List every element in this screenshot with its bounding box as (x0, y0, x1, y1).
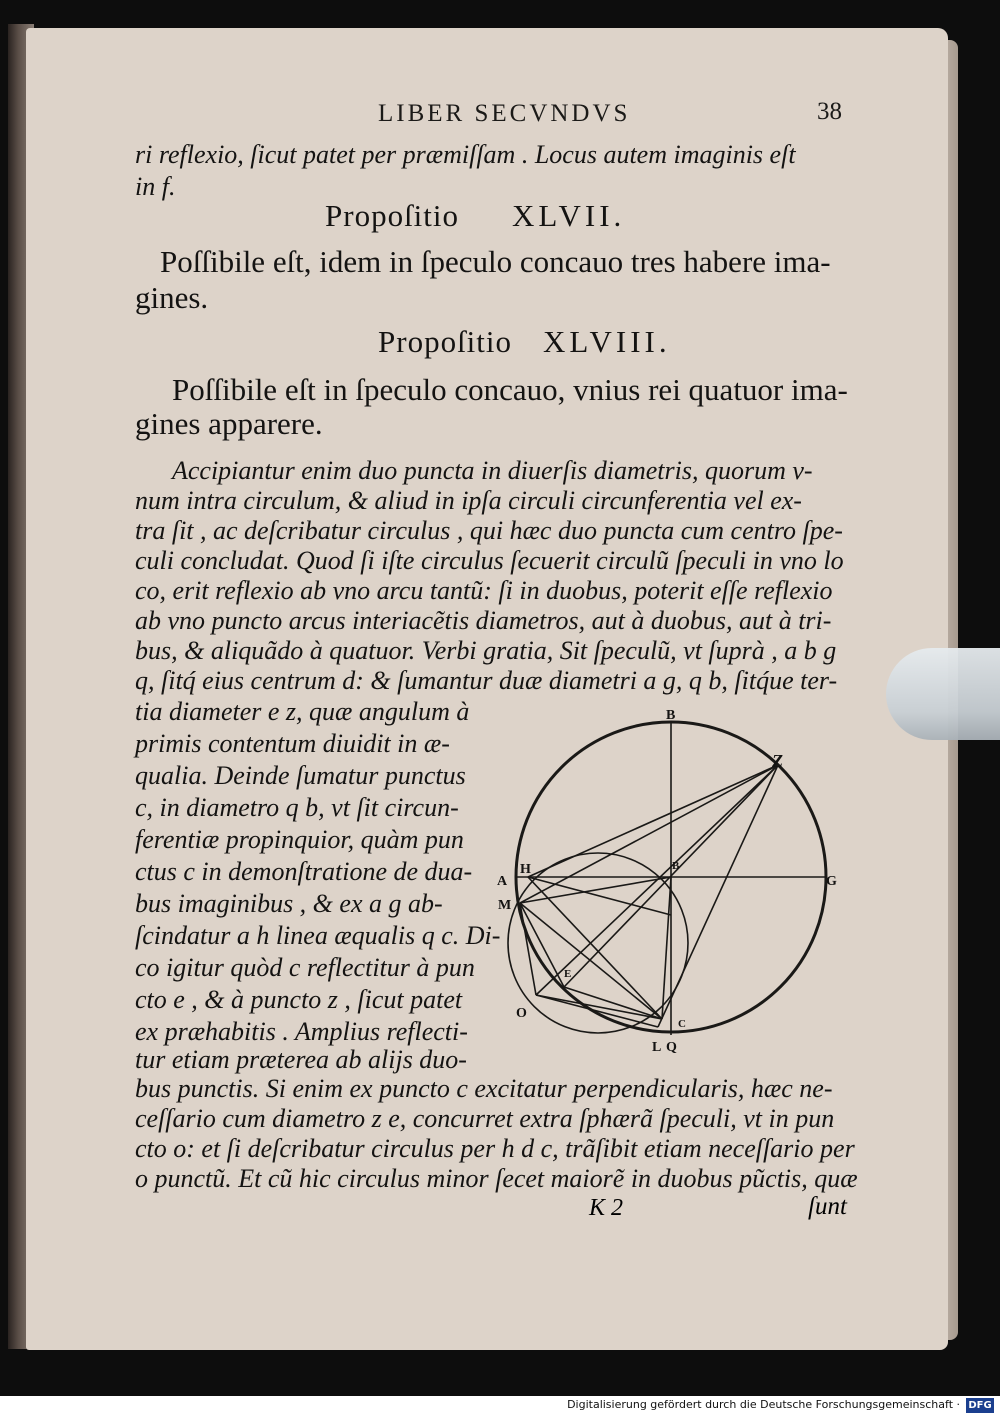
line-hd (528, 877, 671, 915)
body-line: c, in diametro q b, vt ſit circun- (135, 793, 459, 822)
proposition-text: Poſſibile eſt, idem in ſpeculo concauo tres habere ima- (160, 244, 831, 279)
body-line: bus, & aliquãdo à quatuor. Verbi gratia, Sit ſpeculũ, vt ſuprà , a b g (135, 636, 837, 665)
proposition-heading-number: XLVII. (512, 198, 626, 233)
body-line: co igitur quòd c reflectitur à pun (135, 953, 475, 982)
body-line: num intra circulum, & aliud in ipſa circuli circunferentia vel ex- (135, 486, 802, 515)
body-line: bus imaginibus , & ex a g ab- (135, 889, 443, 918)
proposition-text: gines. (135, 280, 209, 315)
label-a: A (497, 874, 508, 889)
label-h: H (520, 862, 531, 877)
footer-credit: Digitalisierung gefördert durch die Deutsche Forschungsgemeinschaft · (567, 1398, 960, 1411)
geometric-figure (490, 705, 860, 1065)
line-mz (520, 765, 778, 903)
body-line: cto o: et ſi deſcribatur circulus per h d c, trãſibit etiam neceſſario per (135, 1134, 855, 1163)
proposition-text: gines apparere. (135, 406, 323, 441)
body-line: bus punctis. Si enim ex puncto c excitatur perpendicularis, hæc ne- (135, 1074, 833, 1103)
body-line: cto e , & à puncto z , ſicut patet (135, 985, 463, 1014)
body-line: o punctũ. Et cũ hic circulus minor ſecet maiorẽ in duobus pũctis, quæ (135, 1164, 858, 1193)
catchword: ſunt (808, 1193, 847, 1220)
label-g: G (826, 874, 837, 889)
body-line: qualia. Deinde ſumatur punctus (135, 761, 466, 790)
signature-mark: K 2 (589, 1195, 624, 1221)
body-line: ctus c in demonſtratione de dua- (135, 857, 473, 886)
proposition-heading-number: XLVIII. (543, 324, 671, 359)
dfg-logo: DFG (966, 1398, 994, 1413)
proposition-text: Poſſibile eſt in ſpeculo concauo, vnius rei quatuor ima- (172, 372, 848, 407)
body-line: ab vno puncto arcus interiacẽtis diametros, aut à duobus, aut à tri- (135, 606, 832, 635)
text-line: in f. (135, 172, 176, 201)
body-line: ferentiæ propinquior, quàm pun (135, 825, 464, 854)
label-b: B (666, 708, 676, 723)
label-e: E (564, 968, 572, 980)
proposition-heading-word: Propoſitio (325, 198, 460, 233)
body-line: tur etiam præterea ab alijs duo- (135, 1045, 467, 1074)
line-lz (658, 765, 778, 1027)
body-line: tia diameter e z, quæ angulum à (135, 697, 470, 726)
proposition-heading-word: Propoſitio (378, 324, 513, 359)
label-l: L (652, 1040, 662, 1055)
page-clip (886, 648, 1000, 740)
label-c: C (678, 1018, 686, 1030)
running-head: LIBER SECVNDVS (378, 100, 631, 127)
body-line: Accipiantur enim duo puncta in diuerſis diametris, quorum v- (172, 456, 813, 485)
label-m: M (498, 898, 512, 913)
body-line: ſcindatur a h linea æqualis q c. Di- (135, 921, 501, 950)
body-line: q, ſitq́ eius centrum d: & ſumantur duæ diametri a g, q b, ſitq́ue ter- (135, 666, 838, 695)
body-line: primis contentum diuidit in æ- (135, 729, 450, 758)
digitization-footer (0, 1396, 1000, 1416)
body-line: ex præhabitis . Amplius reflecti- (135, 1017, 468, 1046)
line-hz (528, 765, 778, 877)
page-number: 38 (817, 98, 842, 125)
body-line: ceſſario cum diametro z e, concurret extra ſphærã ſpeculi, vt in pun (135, 1104, 835, 1133)
body-line: culi concludat. Quod ſi iſte circulus ſecuerit circulũ ſpeculi in vno lo (135, 546, 844, 575)
label-z: Z (772, 751, 783, 771)
body-line: tra ſit , ac deſcribatur circulus , qui hæc duo puncta cum centro ſpe- (135, 516, 843, 545)
label-o: O (516, 1006, 527, 1021)
text-line: ri reflexio, ſicut patet per præmiſſam . Locus autem imaginis eſt (135, 140, 796, 169)
label-q: Q (666, 1040, 677, 1055)
body-line: co, erit reflexio ab vno arcu tantũ: ſi in duobus, poterit eſſe reflexio (135, 576, 833, 605)
label-d: B (672, 860, 680, 872)
